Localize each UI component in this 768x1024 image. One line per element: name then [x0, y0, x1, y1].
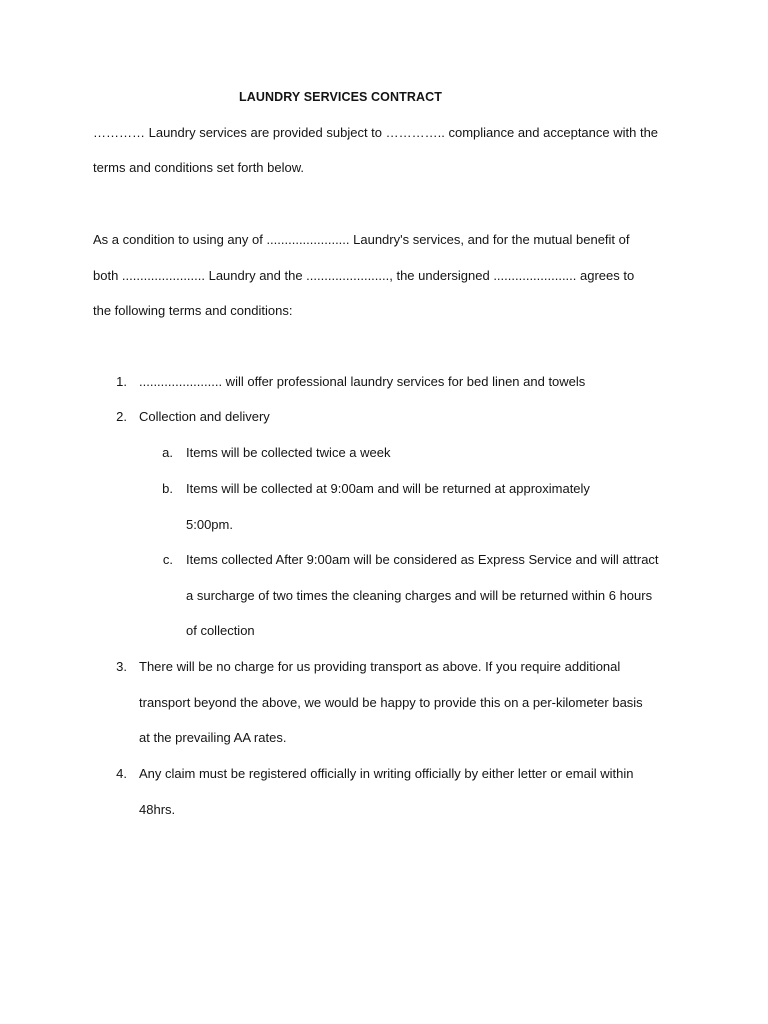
sub-item-a-line-1: Items will be collected twice a week — [186, 445, 391, 460]
list-item-3-line-2: transport beyond the above, we would be happy to provide this on a per-kilometer basis — [139, 695, 643, 710]
list-item-3-line-3: at the prevailing AA rates. — [139, 730, 287, 745]
sub-item-c-line-3: of collection — [186, 623, 255, 638]
sub-item-b-line-2: 5:00pm. — [186, 517, 233, 532]
sub-item-c-line-1: Items collected After 9:00am will be considered as Express Service and will attract — [186, 552, 659, 567]
document-title: LAUNDRY SERVICES CONTRACT — [239, 90, 442, 104]
intro-line-2: terms and conditions set forth below. — [93, 160, 305, 175]
condition-line-1: As a condition to using any of ....................... Laundry's services, and for the mutual benefit of — [93, 232, 630, 247]
list-item-4-line-1: Any claim must be registered officially in writing officially by either letter or email within — [139, 766, 634, 781]
condition-line-2: both ....................... Laundry and the ......................., the undersigned ....................... agrees to — [93, 268, 635, 283]
list-item-marker-2: 2. — [116, 409, 127, 424]
list-item-2-line-1: Collection and delivery — [139, 409, 270, 424]
list-item-3-line-1: There will be no charge for us providing transport as above. If you require additional — [139, 659, 621, 674]
sub-item-marker-b: b. — [162, 481, 173, 496]
sub-item-c-line-2: a surcharge of two times the cleaning charges and will be returned within 6 hours — [186, 588, 653, 603]
intro-line-1: ………… Laundry services are provided subject to ………….. compliance and acceptance with the — [93, 125, 659, 140]
sub-item-b-line-1: Items will be collected at 9:00am and will be returned at approximately — [186, 481, 590, 496]
condition-line-3: the following terms and conditions: — [93, 303, 293, 318]
sub-item-marker-c: c. — [162, 552, 173, 567]
list-item-4-line-2: 48hrs. — [139, 802, 176, 817]
sub-item-marker-a: a. — [162, 445, 173, 460]
list-item-marker-4: 4. — [116, 766, 127, 781]
list-item-1-line-1: ....................... will offer professional laundry services for bed linen and towels — [139, 374, 586, 389]
list-item-marker-3: 3. — [116, 659, 127, 674]
list-item-marker-1: 1. — [116, 374, 127, 389]
